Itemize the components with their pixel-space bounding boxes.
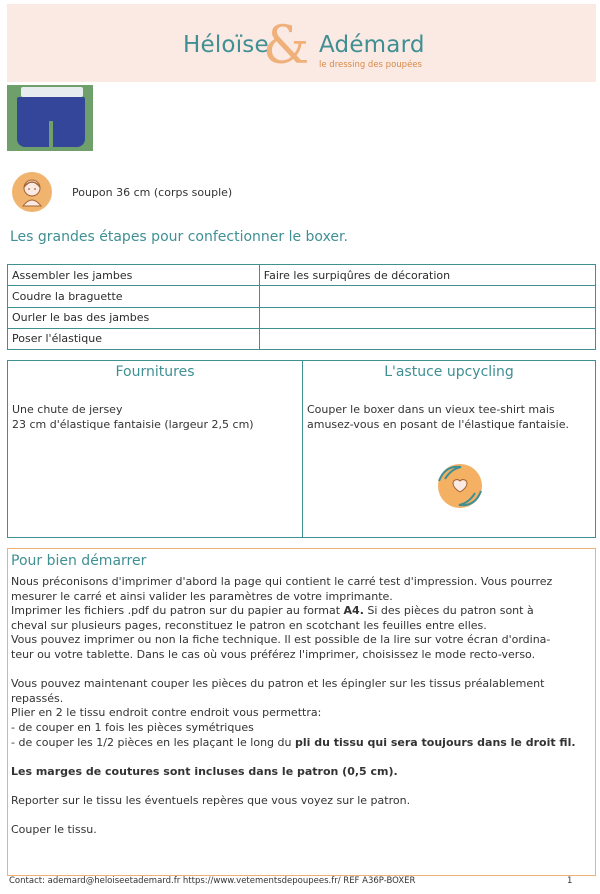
text-run: - de couper les 1/2 pièces en les plaçant le long du bbox=[11, 735, 295, 749]
step-cell: Poser l'élastique bbox=[8, 328, 260, 349]
brand-name-right: Adémard bbox=[319, 32, 425, 58]
bold-format: A4. bbox=[343, 604, 364, 618]
brand-tagline: le dressing des poupées bbox=[319, 60, 422, 70]
boxer-leg-split bbox=[49, 121, 53, 147]
bold-grain-note: pli du tissu qui sera toujours dans le droit fil. bbox=[294, 735, 576, 749]
brand-ampersand: & bbox=[263, 16, 310, 76]
paragraph: cheval sur plusieurs pages, reconstituez le patron en scotchant les feuilles entre elles. bbox=[11, 618, 487, 632]
step-cell: Faire les surpiqûres de décoration bbox=[259, 265, 595, 286]
brand-name bbox=[183, 32, 425, 58]
paragraph bbox=[11, 765, 591, 780]
paragraph: Vous pouvez imprimer ou non la fiche technique. Il est possible de la lire sur votre écran d'ordina- bbox=[11, 633, 551, 647]
step-cell: Coudre la braguette bbox=[8, 286, 260, 307]
fournitures-list bbox=[12, 403, 254, 432]
fournitures-title: Fournitures bbox=[115, 364, 195, 380]
paragraph: mesurer le carré et ainsi valider les paramètres de votre imprimante. bbox=[11, 589, 393, 603]
steps-table bbox=[7, 264, 596, 350]
footer bbox=[9, 876, 594, 886]
getting-started-box bbox=[7, 548, 596, 876]
text-run: Imprimer les fichiers .pdf du patron sur du papier au format bbox=[11, 604, 344, 618]
doll-icon bbox=[12, 172, 52, 212]
table-row bbox=[8, 307, 596, 328]
paragraph: Nous préconisons d'imprimer d'abord la page qui contient le carré test d'impression. Vous pourrez bbox=[11, 575, 553, 588]
astuce-line: amusez-vous en posant de l'élastique fantaisie. bbox=[307, 417, 569, 431]
table-row bbox=[8, 286, 596, 307]
doll-size-label: Poupon 36 cm (corps souple) bbox=[72, 186, 233, 199]
getting-started-title: Pour bien démarrer bbox=[11, 553, 147, 569]
fournitures-box bbox=[7, 360, 303, 538]
getting-started-body bbox=[11, 575, 591, 838]
hands-heart-icon bbox=[433, 459, 487, 513]
paragraph: Plier en 2 le tissu endroit contre endroit vous permettra: bbox=[11, 706, 322, 720]
text-run: Si des pièces du patron sont à bbox=[363, 604, 534, 618]
astuce-title: L'astuce upcycling bbox=[384, 364, 514, 380]
table-row bbox=[8, 265, 596, 286]
paragraph: Couper le tissu. bbox=[11, 823, 97, 837]
paragraph: Reporter sur le tissu les éventuels repères que vous voyez sur le patron. bbox=[11, 793, 411, 807]
step-cell bbox=[259, 328, 595, 349]
step-cell: Assembler les jambes bbox=[8, 265, 260, 286]
paragraph: Vous pouvez maintenant couper les pièces du patron et les épingler sur les tissus préalablement bbox=[11, 677, 545, 691]
paragraph: teur ou votre tablette. Dans le cas où vous préférez l'imprimer, choisissez le mode recto-verso. bbox=[11, 647, 536, 661]
astuce-box bbox=[302, 360, 596, 538]
table-row bbox=[8, 328, 596, 349]
brand-logo bbox=[7, 4, 596, 82]
seam-allowance-note: Les marges de coutures sont incluses dans le patron (0,5 cm). bbox=[11, 764, 398, 778]
paragraph: repassés. bbox=[11, 691, 64, 705]
step-cell: Ourler le bas des jambes bbox=[8, 307, 260, 328]
boxer-waistband bbox=[21, 87, 83, 97]
header-banner bbox=[7, 4, 596, 82]
step-cell bbox=[259, 307, 595, 328]
fourniture-item: Une chute de jersey bbox=[12, 403, 123, 416]
brand-name-left: Héloïse bbox=[183, 32, 269, 58]
astuce-line: Couper le boxer dans un vieux tee-shirt mais bbox=[307, 403, 555, 416]
paragraph bbox=[11, 736, 591, 751]
steps-section-title: Les grandes étapes pour confectionner le boxer. bbox=[10, 229, 348, 245]
boxer-photo bbox=[7, 85, 93, 151]
step-cell bbox=[259, 286, 595, 307]
paragraph bbox=[11, 604, 591, 619]
paragraph: - de couper en 1 fois les pièces symétriques bbox=[11, 720, 254, 734]
fourniture-item: 23 cm d'élastique fantaisie (largeur 2,5 cm) bbox=[12, 417, 254, 431]
astuce-text bbox=[307, 403, 569, 432]
page-number: 1 bbox=[567, 876, 573, 886]
footer-contact: Contact: ademard@heloiseetademard.fr https://www.vetementsdepoupees.fr/ REF A36P-BOXER bbox=[9, 876, 416, 886]
